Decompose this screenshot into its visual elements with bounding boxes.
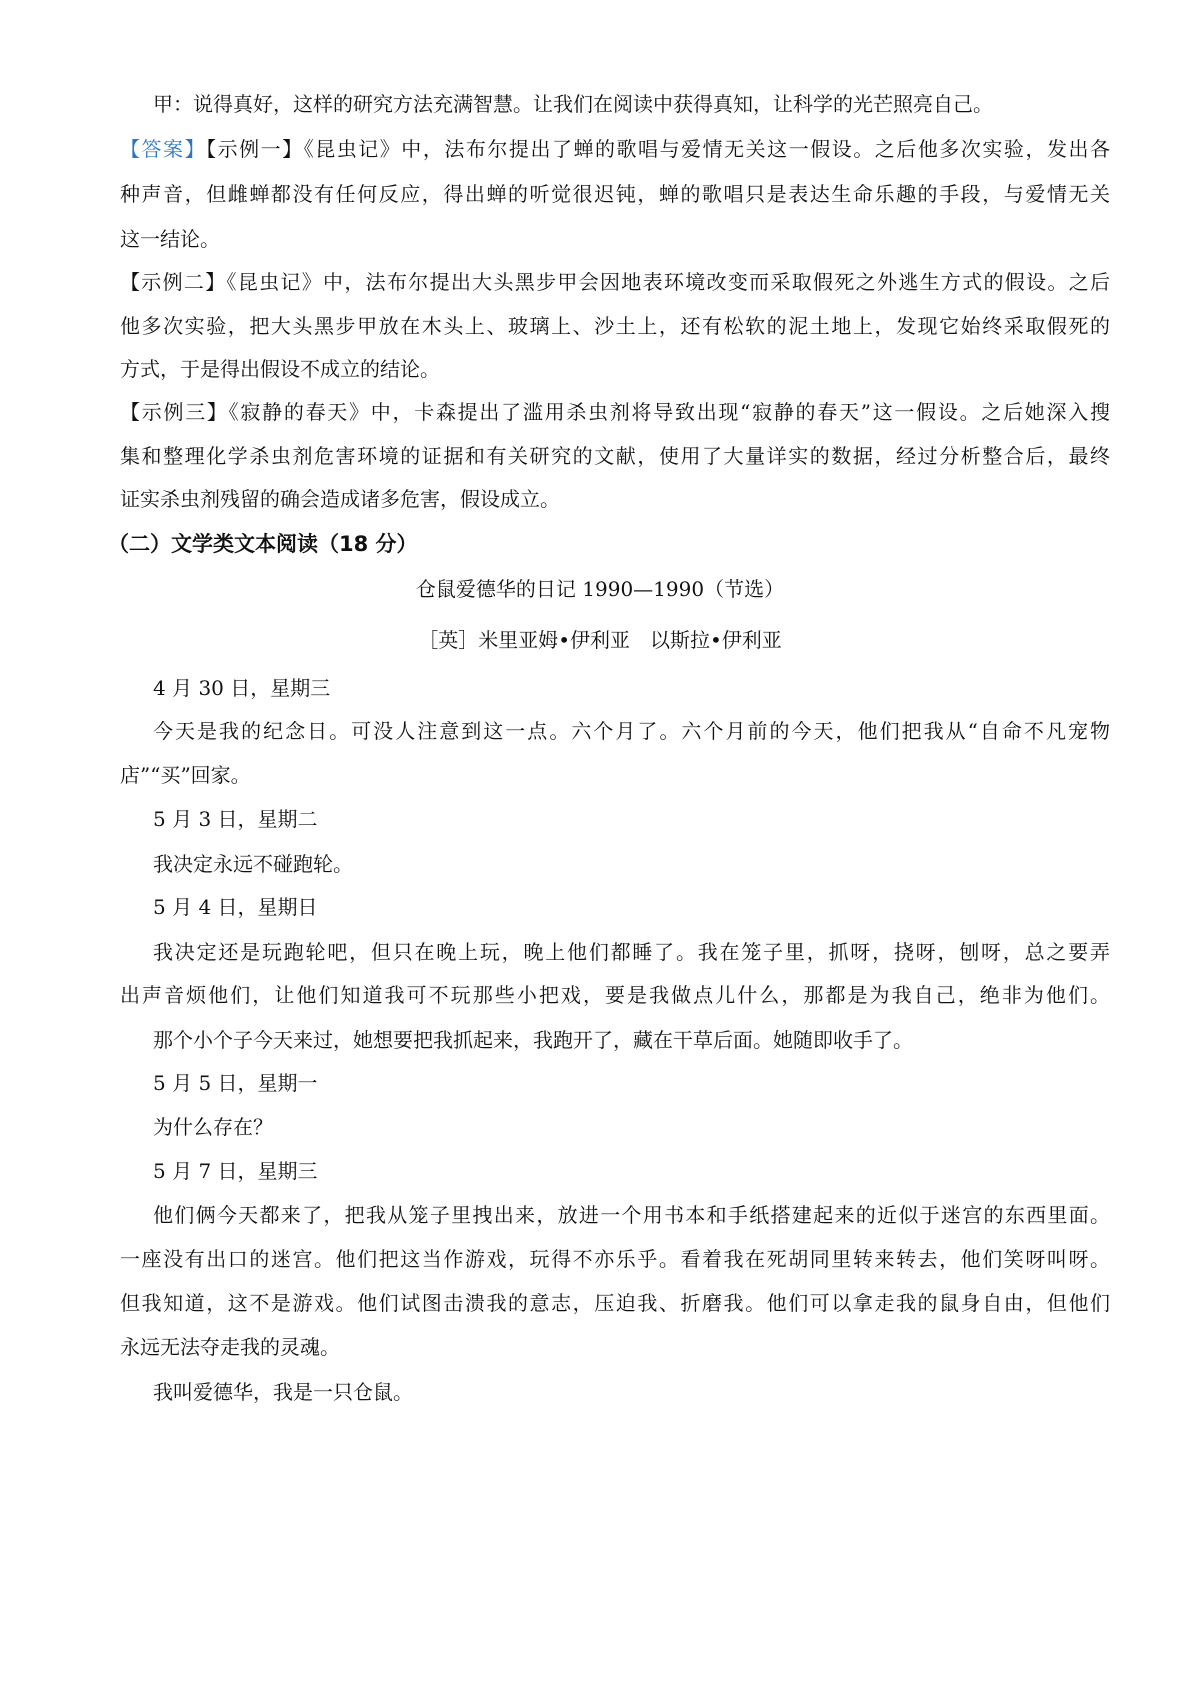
answer-example-3-line-1: 【示例三】《寂静的春天》中，卡森提出了滥用杀虫剂将导致出现“寂静的春天”这一假设。之后她深入搜 <box>120 400 1110 424</box>
article-title: 仓鼠爱德华的日记 1990—1990（节选） <box>415 577 785 601</box>
answer-example-2-line-1: 【示例二】《昆虫记》中，法布尔提出大头黑步甲会因地表环境改变而采取假死之外逃生方式的假设。之后 <box>120 270 1110 294</box>
article-author: ［英］米里亚姆•伊利亚 以斯拉•伊利亚 <box>418 628 782 652</box>
dialogue-line: 甲：说得真好，这样的研究方法充满智慧。让我们在阅读中获得真知，让科学的光芒照亮自己。 <box>153 92 993 116</box>
section-heading: （二）文学类文本阅读（18 分） <box>108 532 418 556</box>
diary-date: 5 月 4 日，星期日 <box>153 895 318 919</box>
diary-text: 今天是我的纪念日。可没人注意到这一点。六个月了。六个月前的今天，他们把我从“自命不凡宠物 <box>153 719 1110 743</box>
diary-text: 出声音烦他们，让他们知道我可不玩那些小把戏，要是我做点儿什么，那都是为我自己，绝非为他们。 <box>120 983 1110 1007</box>
diary-text: 一座没有出口的迷宫。他们把这当作游戏，玩得不亦乐乎。看着我在死胡同里转来转去，他们笑呀叫呀。 <box>120 1247 1110 1271</box>
answer-example-1-line-2: 种声音，但雌蝉都没有任何反应，得出蝉的听觉很迟钝，蝉的歌唱只是表达生命乐趣的手段，与爱情无关 <box>120 182 1110 206</box>
diary-text: 我叫爱德华，我是一只仓鼠。 <box>153 1380 413 1404</box>
diary-text: 店”“买”回家。 <box>120 763 251 787</box>
answer-example-3-line-2: 集和整理化学杀虫剂危害环境的证据和有关研究的文献，使用了大量详实的数据，经过分析整合后，最终 <box>120 444 1110 468</box>
answer-example-3-line-3: 证实杀虫剂残留的确会造成诸多危害，假设成立。 <box>120 487 560 511</box>
diary-text: 永远无法夺走我的灵魂。 <box>120 1335 340 1359</box>
answer-example-2-line-3: 方式，于是得出假设不成立的结论。 <box>120 357 440 381</box>
diary-text: 我决定还是玩跑轮吧，但只在晚上玩，晚上他们都睡了。我在笼子里，抓呀，挠呀，刨呀，总之要弄 <box>153 940 1110 964</box>
diary-text: 我决定永远不碰跑轮。 <box>153 852 353 876</box>
answer-example-2-line-2: 他多次实验，把大头黑步甲放在木头上、玻璃上、沙土上，还有松软的泥土地上，发现它始终采取假死的 <box>120 314 1110 338</box>
diary-date: 5 月 5 日，星期一 <box>153 1071 318 1095</box>
answer-label: 【答案】 <box>120 137 207 161</box>
diary-text: 他们俩今天都来了，把我从笼子里拽出来，放进一个用书本和手纸搭建起来的近似于迷宫的东西里面。 <box>153 1203 1110 1227</box>
answer-example-1-line-1: 【答案】【示例一】《昆虫记》中，法布尔提出了蝉的歌唱与爱情无关这一假设。之后他多次实验，发出各 <box>120 137 1111 161</box>
answer-example-1-line-3: 这一结论。 <box>120 227 220 251</box>
diary-text: 但我知道，这不是游戏。他们试图击溃我的意志，压迫我、折磨我。他们可以拿走我的鼠身自由，但他们 <box>120 1291 1110 1315</box>
diary-date: 4 月 30 日，星期三 <box>153 676 331 700</box>
diary-text: 那个小个子今天来过，她想要把我抓起来，我跑开了，藏在干草后面。她随即收手了。 <box>153 1028 913 1052</box>
diary-date: 5 月 3 日，星期二 <box>153 807 318 831</box>
diary-text: 为什么存在？ <box>153 1115 273 1139</box>
diary-date: 5 月 7 日，星期三 <box>153 1159 318 1183</box>
